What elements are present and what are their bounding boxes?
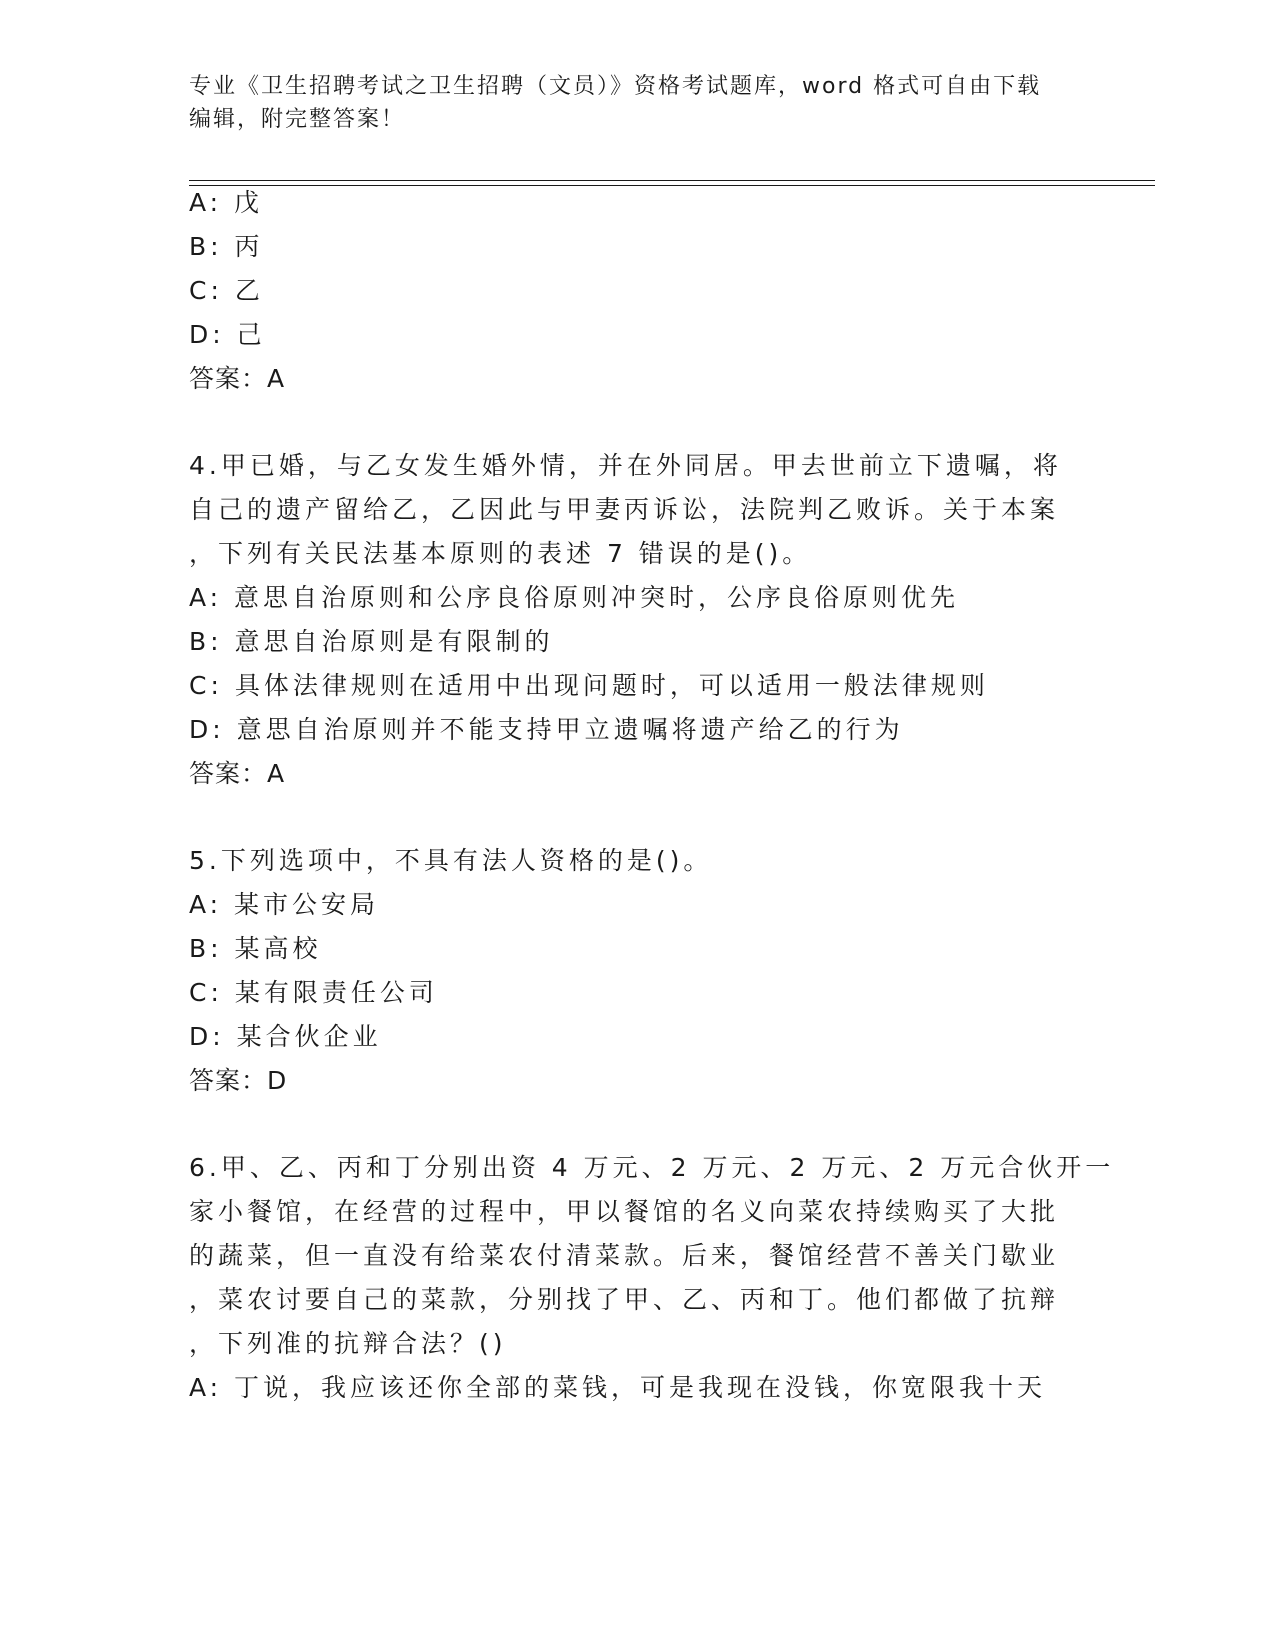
document-header [189, 70, 1089, 136]
q5-stem-line-1: 5.下列选项中，不具有法人资格的是()。 [189, 846, 713, 875]
q6-option-a: A: 丁说，我应该还你全部的菜钱，可是我现在没钱，你宽限我十天 [189, 1373, 1047, 1402]
q4-option-b: B: 意思自治原则是有限制的 [189, 627, 554, 656]
header-divider-bottom [189, 185, 1155, 186]
q5-option-b: B: 某高校 [189, 934, 322, 963]
header-line-1: 专业《卫生招聘考试之卫生招聘（文员）》资格考试题库，word 格式可自由下载 [189, 74, 1042, 99]
q3-option-b: B: 丙 [189, 232, 264, 261]
q4-stem-line-3: ，下列有关民法基本原则的表述 7 错误的是()。 [189, 539, 812, 568]
q4-stem-line-1: 4.甲已婚，与乙女发生婚外情，并在外同居。甲去世前立下遗嘱，将 [189, 451, 1062, 480]
q4-stem-line-2: 自己的遗产留给乙，乙因此与甲妻丙诉讼，法院判乙败诉。关于本案 [189, 495, 1060, 524]
q4-option-d: D: 意思自治原则并不能支持甲立遗嘱将遗产给乙的行为 [189, 715, 904, 744]
q6-stem-line-3: 的蔬菜，但一直没有给菜农付清菜款。后来，餐馆经营不善关门歇业 [189, 1241, 1060, 1270]
q4-option-c: C: 具体法律规则在适用中出现问题时，可以适用一般法律规则 [189, 671, 989, 700]
q3-option-d: D: 己 [189, 320, 266, 349]
q4-answer: 答案：A [189, 759, 286, 788]
q6-stem-line-1: 6.甲、乙、丙和丁分别出资 4 万元、2 万元、2 万元、2 万元合伙开一 [189, 1153, 1115, 1182]
q3-answer: 答案：A [189, 364, 286, 393]
header-line-2: 编辑，附完整答案！ [189, 107, 406, 132]
q3-option-c: C: 乙 [189, 276, 264, 305]
header-divider-top [189, 180, 1155, 181]
q5-option-c: C: 某有限责任公司 [189, 978, 438, 1007]
q6-stem-line-5: ，下列准的抗辩合法？() [189, 1329, 507, 1358]
q3-option-a: A: 戊 [189, 188, 264, 217]
q5-answer: 答案：D [189, 1066, 288, 1095]
q6-stem-line-4: ，菜农讨要自己的菜款，分别找了甲、乙、丙和丁。他们都做了抗辩 [189, 1285, 1060, 1314]
q6-stem-line-2: 家小餐馆，在经营的过程中，甲以餐馆的名义向菜农持续购买了大批 [189, 1197, 1060, 1226]
q4-option-a: A: 意思自治原则和公序良俗原则冲突时，公序良俗原则优先 [189, 583, 960, 612]
q5-option-d: D: 某合伙企业 [189, 1022, 382, 1051]
q5-option-a: A: 某市公安局 [189, 890, 380, 919]
